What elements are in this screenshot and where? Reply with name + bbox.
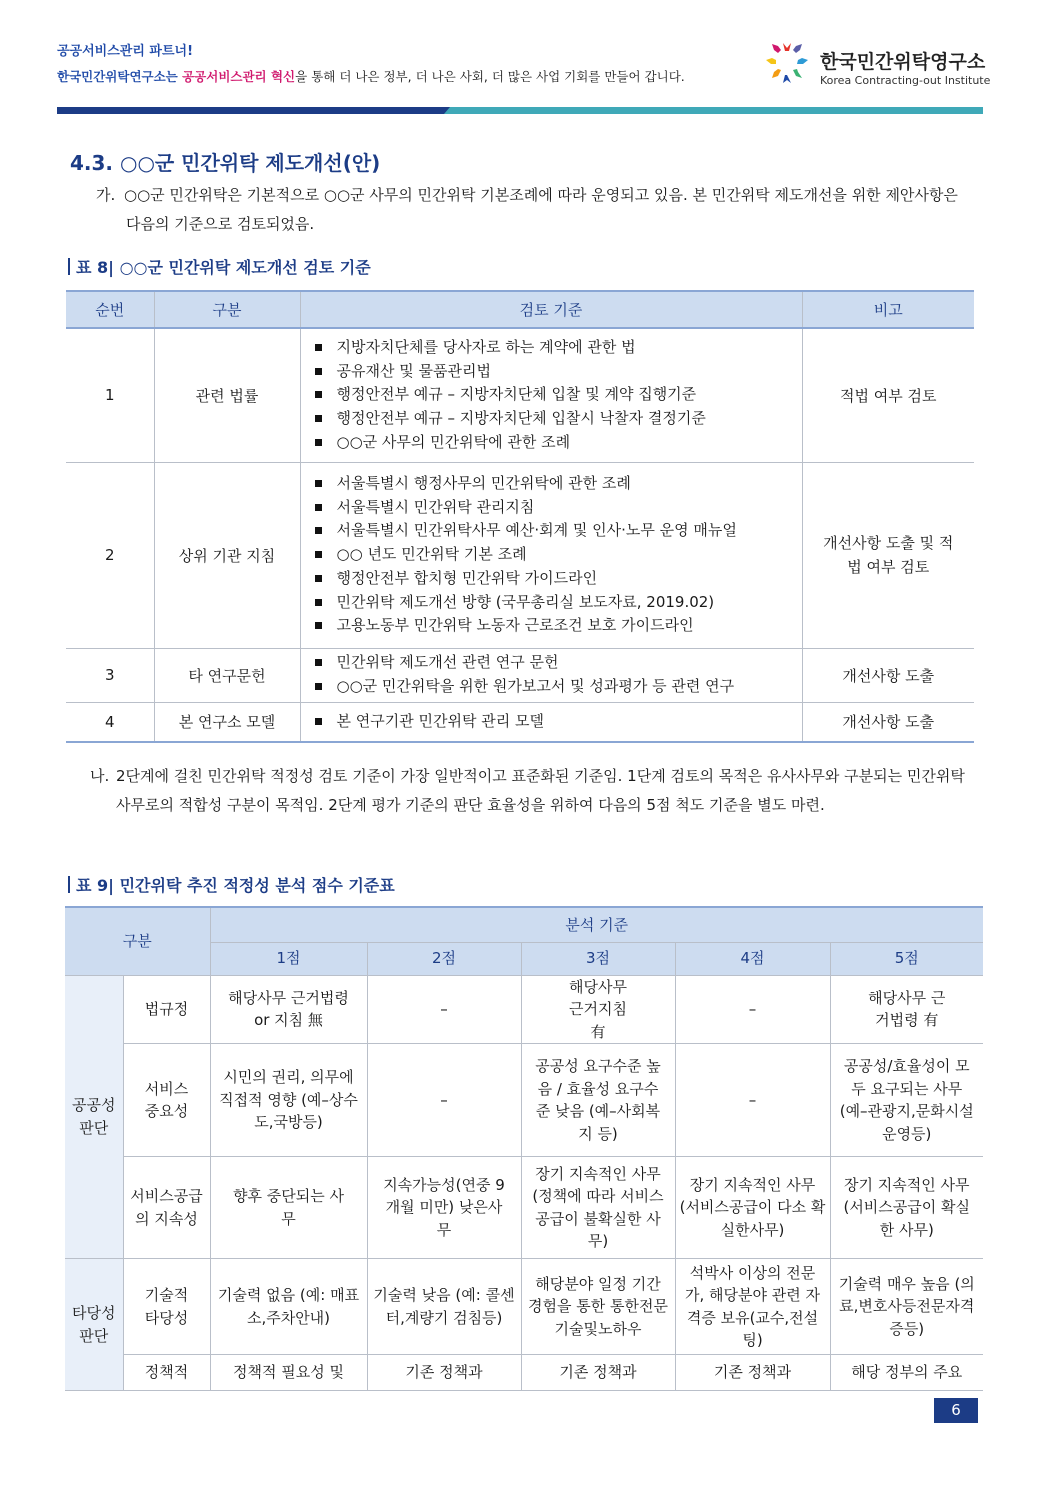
score-header: 3점 bbox=[521, 942, 675, 975]
score-cell: 해당사무 근거법령 or 지침 無 bbox=[210, 975, 367, 1044]
list-item: 민간위탁 제도개선 관련 연구 문헌 bbox=[315, 651, 802, 675]
row-note: 적법 여부 검토 bbox=[802, 328, 974, 462]
header-criteria: 분석 기준 bbox=[210, 907, 983, 942]
header-cell: 순번 bbox=[66, 291, 154, 328]
header-divider-teal bbox=[444, 107, 983, 114]
score-cell: 기술력 낮음 (예: 콜센터,계량기 검침등) bbox=[367, 1259, 521, 1355]
score-cell: 석박사 이상의 전문가, 해당분야 관련 자격증 보유(교수,전설팅) bbox=[675, 1259, 830, 1355]
row-criteria bbox=[300, 462, 802, 648]
score-header: 1점 bbox=[210, 942, 367, 975]
list-item: ○○ 년도 민간위탁 기본 조례 bbox=[315, 543, 802, 567]
table-row bbox=[66, 328, 974, 462]
paragraph-text: ○○군 민간위탁은 기본적으로 ○○군 사무의 민간위탁 기본조례에 따라 운영되고 있음. 본 민간위탁 제도개선을 위한 제안사항은 다음의 기준으로 검토되었음. bbox=[124, 186, 958, 233]
paragraph-text: 2단계에 걸친 민간위탁 적정성 검토 기준이 가장 일반적이고 표준화된 기준임. 1단계 검토의 목적은 유사사무와 구분되는 민간위탁 사무로의 적합성 구분이 목적임. 2단계 평가 기준의 판단 효율성을 위하여 다음의 5점 척도 기준을 별도 마련. bbox=[116, 767, 965, 814]
score-cell: – bbox=[367, 1044, 521, 1157]
score-cell: 장기 지속적인 사무 (정책에 따라 서비스공급이 불확실한 사무) bbox=[521, 1157, 675, 1259]
table-row bbox=[66, 702, 974, 742]
row-number: 1 bbox=[66, 328, 154, 462]
row-criteria bbox=[300, 702, 802, 742]
list-item: 고용노동부 민간위탁 노동자 근로조건 보호 가이드라인 bbox=[315, 614, 802, 638]
row-number: 2 bbox=[66, 462, 154, 648]
row-category: 본 연구소 모델 bbox=[154, 702, 300, 742]
table9-caption-text: 표 9| 민간위탁 추진 적정성 분석 점수 기준표 bbox=[76, 876, 395, 895]
score-cell: 해당분야 일정 기간 경험을 통한 통한전문기술및노하우 bbox=[521, 1259, 675, 1355]
table8-caption-text: 표 8| ○○군 민간위탁 제도개선 검토 기준 bbox=[76, 258, 371, 277]
list-item: ○○군 민간위탁을 위한 원가보고서 및 성과평가 등 관련 연구 bbox=[315, 675, 802, 699]
institute-logo bbox=[762, 40, 992, 90]
list-item: ○○군 사무의 민간위탁에 관한 조례 bbox=[315, 431, 802, 455]
caption-bar bbox=[68, 876, 70, 893]
table-header-row bbox=[66, 291, 974, 328]
header-desc-highlight: 공공서비스관리 혁신 bbox=[182, 69, 296, 84]
table-row bbox=[65, 975, 983, 1044]
row-note: 개선사항 도출 bbox=[802, 702, 974, 742]
score-cell: 기술력 없음 (예: 매표소,주차안내) bbox=[210, 1259, 367, 1355]
header-description bbox=[57, 67, 685, 85]
page-number: 6 bbox=[934, 1398, 978, 1423]
row-subcategory: 서비스공급의 지속성 bbox=[123, 1157, 210, 1259]
score-header: 2점 bbox=[367, 942, 521, 975]
score-cell: 기존 정책과 bbox=[521, 1355, 675, 1391]
list-item: 서울특별시 행정사무의 민간위탁에 관한 조례 bbox=[315, 472, 802, 496]
group-label: 타당성 판단 bbox=[65, 1259, 123, 1391]
score-cell: 해당사무 근거지침 有 bbox=[521, 975, 675, 1044]
section-title: 4.3. ○○군 민간위탁 제도개선(안) bbox=[70, 151, 381, 175]
header-desc-org: 한국민간위탁연구소는 bbox=[57, 69, 183, 84]
paragraph-marker: 가. bbox=[96, 186, 116, 204]
group-label: 공공성 판단 bbox=[65, 975, 123, 1259]
score-cell: 기존 정책과 bbox=[367, 1355, 521, 1391]
row-criteria bbox=[300, 328, 802, 462]
list-item: 지방자치단체를 당사자로 하는 계약에 관한 법 bbox=[315, 336, 802, 360]
paragraph-ga bbox=[96, 181, 976, 239]
table-row bbox=[65, 1355, 983, 1391]
paragraph-marker: 나. bbox=[90, 767, 110, 785]
list-item: 서울특별시 민간위탁사무 예산·회계 및 인사·노무 운영 매뉴얼 bbox=[315, 519, 802, 543]
score-cell: 공공성/효율성이 모두 요구되는 사무 (예–관광지,문화시설 운영등) bbox=[830, 1044, 983, 1157]
list-item: 서울특별시 민간위탁 관리지침 bbox=[315, 496, 802, 520]
score-cell: – bbox=[675, 1044, 830, 1157]
score-cell: – bbox=[367, 975, 521, 1044]
row-category: 타 연구문헌 bbox=[154, 648, 300, 702]
score-cell: 지속가능성(연중 9개월 미만) 낮은사무 bbox=[367, 1157, 521, 1259]
list-item: 민간위탁 제도개선 방향 (국무총리실 보도자료, 2019.02) bbox=[315, 591, 802, 615]
row-category: 상위 기관 지침 bbox=[154, 462, 300, 648]
score-cell: 장기 지속적인 사무 (서비스공급이 확실한 사무) bbox=[830, 1157, 983, 1259]
score-cell: 공공성 요구수준 높음 / 효율성 요구수준 낮음 (예–사회복지 등) bbox=[521, 1044, 675, 1157]
header-desc-rest: 을 통해 더 나은 정부, 더 나은 사회, 더 많은 사업 기회를 만들어 갑니다. bbox=[295, 69, 685, 84]
score-header: 5점 bbox=[830, 942, 983, 975]
header-cell: 비고 bbox=[802, 291, 974, 328]
score-cell: 해당사무 근거법령 有 bbox=[830, 975, 983, 1044]
row-number: 3 bbox=[66, 648, 154, 702]
score-cell: 정책적 필요성 및 bbox=[210, 1355, 367, 1391]
table-row bbox=[65, 1157, 983, 1259]
header-cell: 검토 기준 bbox=[300, 291, 802, 328]
list-item: 행정안전부 예규 – 지방자치단체 입찰 및 계약 집행기준 bbox=[315, 383, 802, 407]
caption-bar bbox=[68, 258, 70, 275]
logo-english-name: Korea Contracting-out Institute bbox=[820, 74, 991, 87]
score-cell: 기술력 매우 높음 (의료,변호사등전문자격증등) bbox=[830, 1259, 983, 1355]
table8-caption bbox=[68, 255, 371, 278]
header-divider-navy bbox=[57, 107, 450, 114]
row-category: 관련 법률 bbox=[154, 328, 300, 462]
logo-mark-icon bbox=[762, 40, 812, 88]
table-row bbox=[65, 1259, 983, 1355]
row-note: 개선사항 도출 및 적법 여부 검토 bbox=[802, 462, 974, 648]
logo-korean-name: 한국민간위탁영구소 bbox=[820, 51, 986, 73]
list-item: 행정안전부 합치형 민간위탁 가이드라인 bbox=[315, 567, 802, 591]
table-header-row bbox=[65, 907, 983, 942]
row-subcategory: 기술적 타당성 bbox=[123, 1259, 210, 1355]
score-cell: 장기 지속적인 사무 (서비스공급이 다소 확실한사무) bbox=[675, 1157, 830, 1259]
header-cell: 구분 bbox=[154, 291, 300, 328]
list-item: 행정안전부 예규 – 지방자치단체 입찰시 낙찰자 결정기준 bbox=[315, 407, 802, 431]
list-item: 공유재산 및 물품관리법 bbox=[315, 360, 802, 384]
score-cell: – bbox=[675, 975, 830, 1044]
header-category: 구분 bbox=[65, 907, 210, 975]
score-criteria-table bbox=[65, 906, 983, 1391]
row-number: 4 bbox=[66, 702, 154, 742]
table9-caption bbox=[68, 873, 395, 896]
score-cell: 기존 정책과 bbox=[675, 1355, 830, 1391]
table-row bbox=[66, 648, 974, 702]
score-cell: 시민의 권리, 의무에 직접적 영향 (예–상수도,국방등) bbox=[210, 1044, 367, 1157]
review-criteria-table bbox=[66, 290, 974, 743]
row-subcategory: 정책적 bbox=[123, 1355, 210, 1391]
table-row bbox=[66, 462, 974, 648]
row-subcategory: 법규정 bbox=[123, 975, 210, 1044]
score-cell: 향후 중단되는 사무 bbox=[210, 1157, 367, 1259]
score-cell: 해당 정부의 주요 bbox=[830, 1355, 983, 1391]
table-row bbox=[65, 1044, 983, 1157]
paragraph-na bbox=[90, 762, 980, 820]
row-subcategory: 서비스 중요성 bbox=[123, 1044, 210, 1157]
row-note: 개선사항 도출 bbox=[802, 648, 974, 702]
row-criteria bbox=[300, 648, 802, 702]
list-item: 본 연구기관 민간위탁 관리 모델 bbox=[315, 710, 802, 734]
header-tagline: 공공서비스관리 파트너! bbox=[57, 44, 194, 59]
score-header: 4점 bbox=[675, 942, 830, 975]
